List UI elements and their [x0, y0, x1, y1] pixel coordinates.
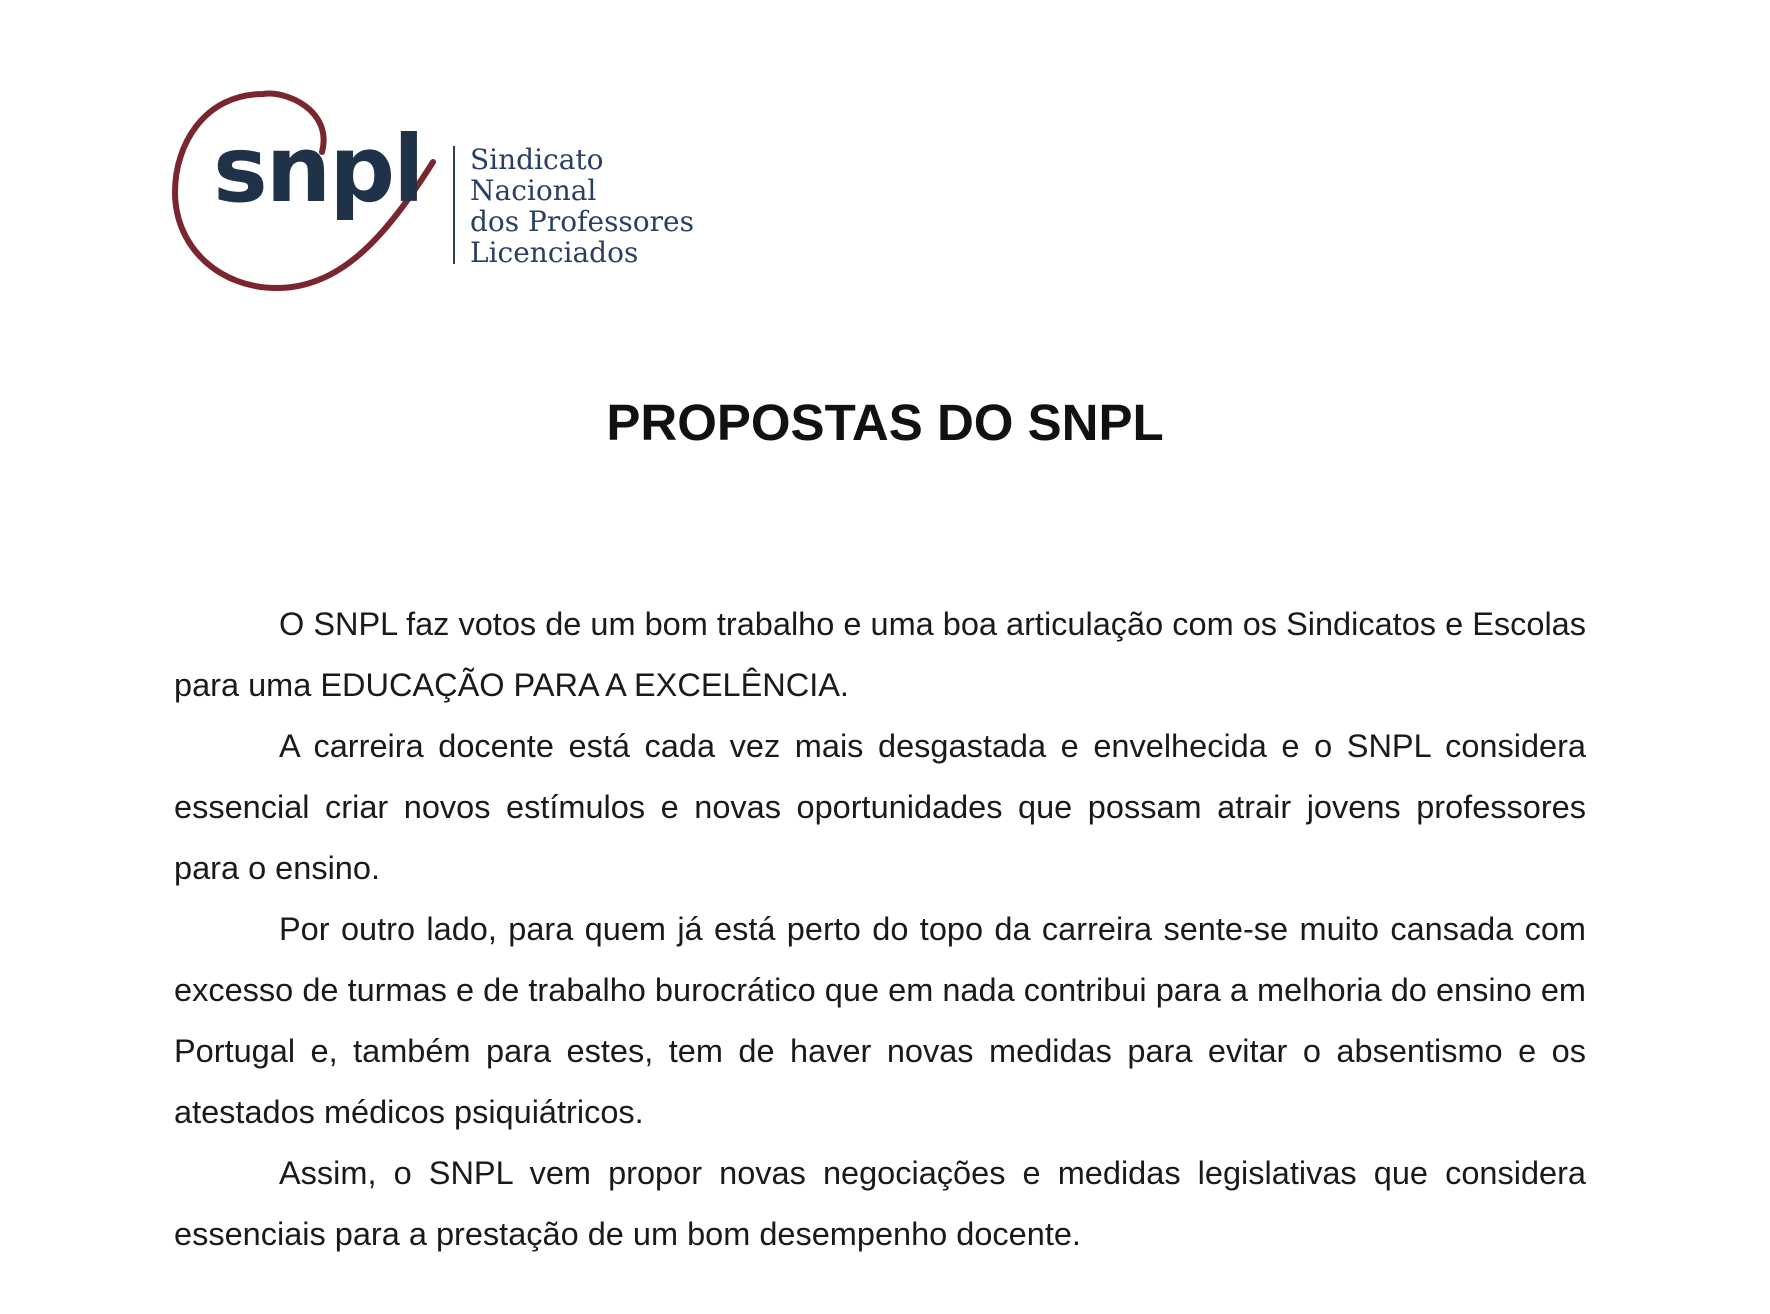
logo-name-line: Sindicato	[470, 143, 604, 176]
paragraph: O SNPL faz votos de um bom trabalho e uma boa articulação com os Sindicatos e Escolas para uma EDUCAÇÃO PARA A EXCELÊNCIA.	[174, 606, 1586, 703]
paragraph: Assim, o SNPL vem propor novas negociações e medidas legislativas que considera essenciais para a prestação de um bom desempenho docente.	[174, 1155, 1586, 1252]
document-body	[174, 594, 1586, 1265]
paragraph: A carreira docente está cada vez mais desgastada e envelhecida e o SNPL considera essencial criar novos estímulos e novas oportunidades que possam atrair jovens professores para o ensino.	[174, 728, 1586, 886]
logo-divider	[453, 146, 455, 264]
logo-name-line: Licenciados	[470, 236, 639, 269]
paragraph: Por outro lado, para quem já está perto do topo da carreira sente-se muito cansada com excesso de turmas e de trabalho burocrático que em nada contribui para a melhoria do ensino em Portugal e, também para estes, tem de haver novas medidas para evitar o absentismo e os atestados médicos psiquiátricos.	[174, 911, 1586, 1130]
document-title: PROPOSTAS DO SNPL	[606, 394, 1164, 451]
snpl-logo	[165, 88, 694, 303]
logo-name-line: dos Professores	[470, 205, 694, 238]
logo-name-line: Nacional	[470, 174, 597, 207]
logo-organization-name	[470, 144, 694, 268]
logo-acronym: snpl	[213, 116, 423, 223]
